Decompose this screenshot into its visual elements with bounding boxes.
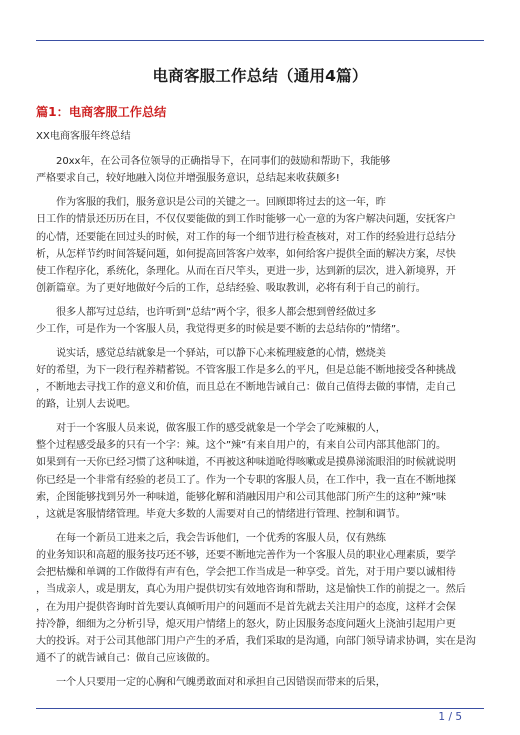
paragraph-line: 日工作的情景还历历在目，不仅仅要能做的到工作时能够一心一意的为客户解决问题，安抚客户 [36,214,456,226]
paragraph-line: ，当成亲人，或是朋友，真心为用户提供切实有效地咨询和帮助，这是愉快工作的前提之一。然后 [36,584,466,596]
paragraph-line: 的路，让别人去说吧。 [36,399,136,411]
footer-rule [36,708,484,709]
paragraph-line: 通不了的就告诫自己：做自己应该做的。 [36,653,216,665]
paragraph-line: 大的投诉。对于公司其他部门用户产生的矛盾，我们采取的是沟通，向部门领导请求协调，实在是沟 [36,635,476,647]
document-title: 电商客服工作总结（通用4篇） [152,67,368,85]
paragraph-line: 好的希望，为下一段行程养精蓄锐。不管客服工作是多么的平凡，但是总能不断地接受各种挑战 [36,364,456,376]
paragraph-line: 作为客服的我们，服务意识是公司的关键之一。回顾即将过去的这一年，昨 [56,197,386,209]
paragraph [36,674,484,691]
paragraph-line: 少工作，可是作为一个客服人员，我觉得更多的时候是要不断的去总结你的”情绪”。 [36,324,407,336]
paragraph-line: 严格要求自己，较好地融入岗位并增强服务意识，总结起来收获颇多! [36,173,340,185]
paragraph [36,420,484,523]
document-subtitle: XX电商客服年终总结 [36,131,131,142]
paragraph-line: 对于一个客服人员来说，做客服工作的感受就象是一个学会了吃辣椒的人， [56,423,386,435]
paragraph-line: 会把枯燥和单调的工作做得有声有色，学会把工作当成是一种享受。首先，对于用户要以诚相待 [36,567,456,579]
paragraph-line: 析，从怎样节约时间答疑问题，如何提高回答客户效率，如何给客户提供全面的解决方案，尽快 [36,248,456,260]
paragraph-line: 一个人只要用一定的心胸和气魄勇敢面对和承担自己因错误而带来的后果， [56,676,386,688]
paragraph [36,304,484,338]
paragraph-line: 20xx年，在公司各位领导的正确指导下，在同事们的鼓励和帮助下，我能够 [56,156,391,168]
paragraph-line: 使工作程序化，系统化，条理化。从而在百尺竿头，更进一步，达到新的层次，进入新境界，开 [36,265,456,277]
section-heading: 篇1：电商客服工作总结 [36,105,167,119]
paragraph [36,345,484,414]
paragraph-line: 的业务知识和高超的服务技巧还不够，还要不断地完善作为一个客服人员的职业心理素质，要学 [36,549,456,561]
page-number: 1 / 5 [438,711,462,723]
paragraph-line: 如果到有一天你已经习惯了这种味道，不再被这种味道呛得咳嗽或是摸鼻涕流眼泪的时候就说明 [36,457,456,469]
paragraph-line: 持冷静，细细为之分析引导，熄灭用户情绪上的怒火，防止因服务态度问题火上浇油引起用户更 [36,618,456,630]
paragraph-line: ，在为用户提供咨询时首先要认真倾听用户的问题而不是首先就去关注用户的态度，这样才会保 [36,601,456,613]
header-rule [36,40,484,41]
paragraph-line: 说实话，感觉总结就象是一个驿站，可以静下心来梳理疲惫的心情，燃烧美 [56,347,386,359]
document-body [36,128,484,691]
paragraph [36,153,484,187]
paragraph-line: 创新篇章。为了更好地做好今后的工作，总结经验、吸取教训，必将有利于自己的前行。 [36,283,426,295]
paragraph-line: ，这就是客服情绪管理。毕竟大多数的人需要对自己的情绪进行管理、控制和调节。 [36,509,406,521]
paragraph [36,194,484,297]
paragraph-line: 的心情，还要能在回过头的时候，对工作的每一个细节进行检查核对，对工作的经验进行总结分 [36,231,456,243]
paragraph [36,530,484,668]
paragraph-line: ，不断地去寻找工作的意义和价值，而且总在不断地告诫自己：做自己值得去做的事情，走自己 [36,382,456,394]
paragraph-line: 你已经是一个非常有经验的老员工了。作为一个专职的客服人员，在工作中，我一直在不断地探 [36,474,456,486]
paragraph-line: 整个过程感受最多的只有一个字：辣。这个”辣”有来自用户的，有来自公司内部其他部门的。 [36,440,447,452]
paragraph-line: 索，企图能够找到另外一种味道，能够化解和消融因用户和公司其他部门所产生的这种”辣”味 [36,491,447,503]
paragraph-line: 在每一个新员工进来之后，我会告诉他们，一个优秀的客服人员，仅有熟练 [56,532,386,544]
paragraph-line: 很多人都写过总结，也许听到”总结”两个字，很多人都会想到曾经做过多 [56,306,377,318]
